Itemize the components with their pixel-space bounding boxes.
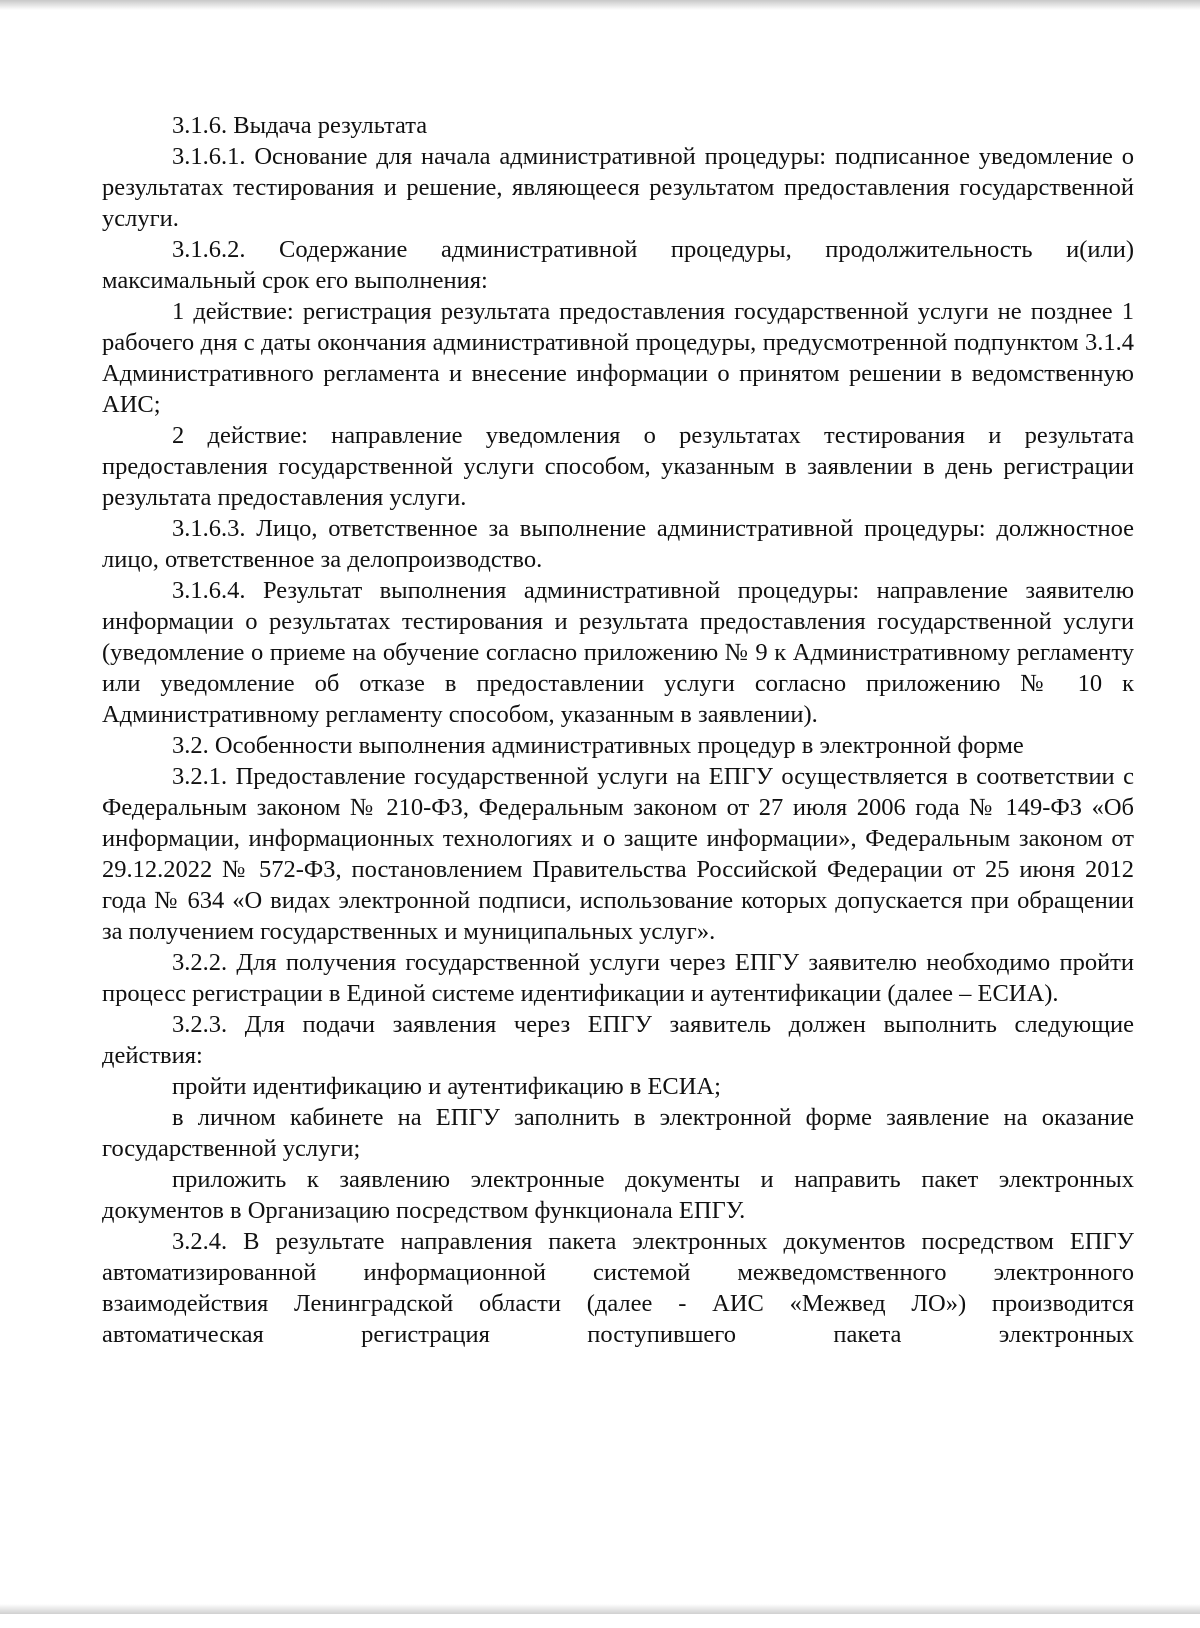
paragraph-3-1-6-2: 3.1.6.2. Содержание административной процедуры, продолжительность и(или) максимальный срок его выполнения: [102, 236, 1134, 294]
document-body [102, 110, 1134, 1350]
list-item-esia: пройти идентификацию и аутентификацию в ЕСИА; [172, 1073, 721, 1100]
scan-edge-top [0, 0, 1200, 10]
list-item-attach-documents: приложить к заявлению электронные документы и направить пакет электронных документов в Организацию посредством функционала ЕПГУ. [102, 1166, 1134, 1224]
section-heading-3-1-6: 3.1.6. Выдача результата [172, 112, 428, 139]
paragraph-action-2: 2 действие: направление уведомления о результатах тестирования и результата предоставления государственной услуги способом, указанным в заявлении в день регистрации результата предоставления услуги. [102, 422, 1134, 511]
paragraph-3-1-6-4: 3.1.6.4. Результат выполнения административной процедуры: направление заявителю информации о результатах тестирования и результата предоставления государственной услуги (уведомление о приеме на обучение согласно приложению № 9 к Административному регламенту или уведомление об отказе в предоставлении услуги согласно приложению № 10 к Административному регламенту способом, указанным в заявлении). [102, 577, 1134, 728]
paragraph-3-1-6-3: 3.1.6.3. Лицо, ответственное за выполнение административной процедуры: должностное лицо, ответственное за делопроизводство. [102, 515, 1134, 573]
scan-edge-bottom [0, 1604, 1200, 1614]
section-heading-3-2: 3.2. Особенности выполнения административных процедур в электронной форме [172, 732, 1024, 759]
paragraph-3-2-4: 3.2.4. В результате направления пакета электронных документов посредством ЕПГУ автоматизированной информационной системой межведомственного электронного взаимодействия Ленинградской области (далее - АИС «Межвед ЛО») производится автоматическая регистрация поступившего пакета электронных [102, 1228, 1134, 1348]
paragraph-3-2-3: 3.2.3. Для подачи заявления через ЕПГУ заявитель должен выполнить следующие действия: [102, 1011, 1134, 1069]
list-item-fill-form: в личном кабинете на ЕПГУ заполнить в электронной форме заявление на оказание государственной услуги; [102, 1104, 1134, 1162]
paragraph-3-1-6-1: 3.1.6.1. Основание для начала административной процедуры: подписанное уведомление о результатах тестирования и решение, являющееся результатом предоставления государственной услуги. [102, 143, 1134, 232]
paragraph-action-1: 1 действие: регистрация результата предоставления государственной услуги не позднее 1 рабочего дня с даты окончания административной процедуры, предусмотренной подпунктом 3.1.4 Административного регламента и внесение информации о принятом решении в ведомственную АИС; [102, 298, 1134, 418]
paragraph-3-2-1: 3.2.1. Предоставление государственной услуги на ЕПГУ осуществляется в соответствии с Федеральным законом № 210-ФЗ, Федеральным законом от 27 июля 2006 года № 149-ФЗ «Об информации, информационных технологиях и о защите информации», Федеральным законом от 29.12.2022 № 572-ФЗ, постановлением Правительства Российской Федерации от 25 июня 2012 года № 634 «О видах электронной подписи, использование которых допускается при обращении за получением государственных и муниципальных услуг». [102, 763, 1134, 945]
paragraph-3-2-2: 3.2.2. Для получения государственной услуги через ЕПГУ заявителю необходимо пройти процесс регистрации в Единой системе идентификации и аутентификации (далее – ЕСИА). [102, 949, 1134, 1007]
